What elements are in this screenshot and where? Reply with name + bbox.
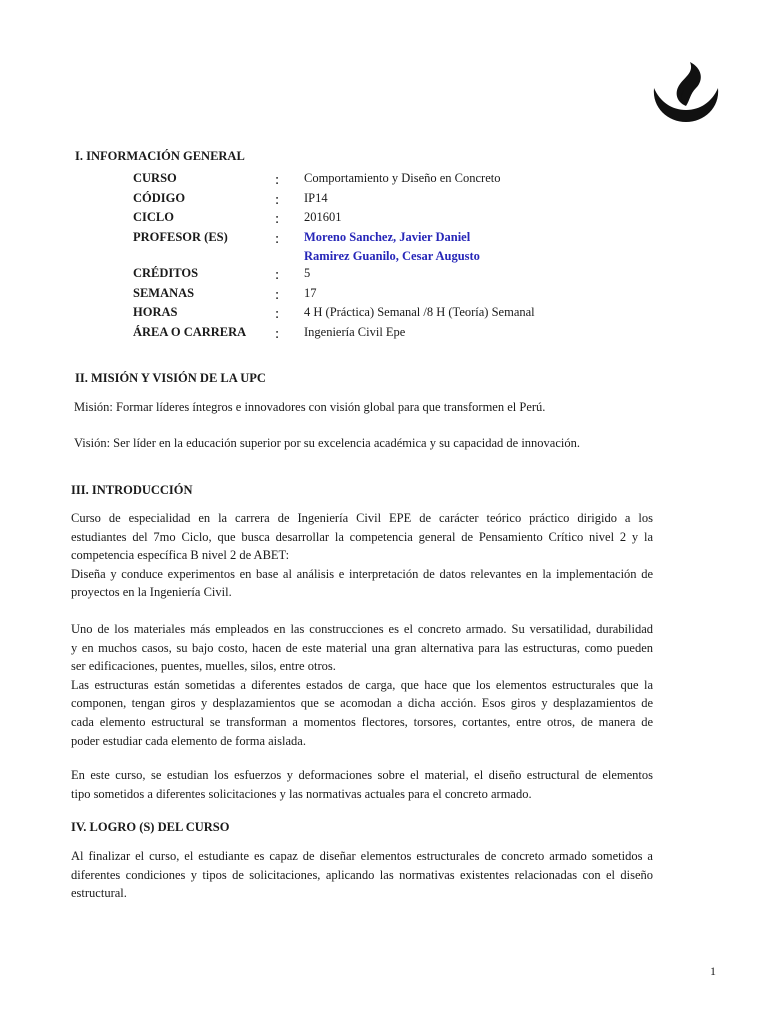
text-line: proyectos en la Ingeniería Civil.: [71, 585, 232, 600]
info-value-area: Ingeniería Civil Epe: [304, 325, 406, 339]
intro-paragraph-3: [71, 766, 653, 803]
info-label-profesor: PROFESOR (ES): [133, 230, 228, 244]
info-value-curso: Comportamiento y Diseño en Concreto: [304, 171, 501, 185]
text-line: poder estudiar cada elemento de forma aislada.: [71, 733, 306, 748]
text-line: estructural.: [71, 886, 127, 901]
text-line: estudiantes del 7mo Ciclo, que busca desarrollar la competencia general de Pensamiento Crítico nivel 2 y la: [71, 529, 653, 544]
page-number: 1: [710, 964, 716, 978]
section-goals-title: IV. LOGRO (S) DEL CURSO: [71, 820, 230, 834]
text-line: componen, tengan giros y desplazamientos que se acomodan a dicha acción. Esos giros y desplazamientos de: [71, 696, 653, 711]
text-line: Uno de los materiales más empleados en las construcciones es el concreto armado. Su versatilidad, durabilidad: [71, 622, 653, 636]
info-value-profesor-1: Moreno Sanchez, Javier Daniel: [304, 230, 471, 244]
info-label-semanas: SEMANAS: [133, 286, 195, 300]
text-line: competencia específica B nivel 2 de ABET:: [71, 548, 290, 563]
info-value-codigo: IP14: [304, 191, 328, 205]
section-mission-title: II. MISIÓN Y VISIÓN DE LA UPC: [75, 371, 266, 385]
info-label-ciclo: CICLO: [133, 210, 174, 224]
info-colon: :: [275, 267, 280, 283]
text-line: ser edificaciones, puentes, muelles, silos, entre otros.: [71, 659, 336, 674]
text-line: Al finalizar el curso, el estudiante es capaz de diseñar elementos estructurales de concreto armado sometidos a: [71, 849, 653, 863]
info-colon: :: [275, 192, 280, 208]
mission-text: Misión: Formar líderes íntegros e innovadores con visión global para que transformen el Perú.: [74, 400, 546, 414]
info-label-horas: HORAS: [133, 305, 178, 319]
text-line: Curso de especialidad en la carrera de Ingeniería Civil EPE de carácter teórico práctico dirigido a los: [71, 511, 653, 525]
goals-paragraph: [71, 847, 653, 903]
info-label-creditos: CRÉDITOS: [133, 266, 199, 280]
section-general-title: I. INFORMACIÓN GENERAL: [75, 149, 245, 163]
text-line: Diseña y conduce experimentos en base al análisis e interpretación de datos relevantes en la implementación de: [71, 566, 653, 581]
text-line: diferentes condiciones y tipos de solicitaciones, aplicando las normativas existentes relacionadas con el diseño: [71, 867, 653, 882]
info-colon: :: [275, 306, 280, 322]
vision-text: Visión: Ser líder en la educación superior por su excelencia académica y su capacidad de innovación.: [74, 436, 580, 450]
info-colon: :: [275, 287, 280, 303]
text-line: cada elemento estructural se transforman a momentos flectores, torsores, cortantes, entre otros, de manera de: [71, 714, 653, 729]
info-colon: :: [275, 326, 280, 342]
info-colon: :: [275, 231, 280, 247]
text-line: En este curso, se estudian los esfuerzos y deformaciones sobre el material, el diseño estructural de elementos: [71, 768, 653, 782]
text-line: Las estructuras están sometidas a diferentes estados de carga, que hace que los elementos estructurales que la: [71, 677, 653, 692]
info-value-horas: 4 H (Práctica) Semanal /8 H (Teoría) Semanal: [304, 305, 535, 319]
info-label-area: ÁREA O CARRERA: [133, 325, 247, 339]
info-value-ciclo: 201601: [304, 210, 342, 224]
info-label-curso: CURSO: [133, 171, 177, 185]
upc-logo-icon: [650, 58, 722, 124]
intro-paragraph-1: [71, 509, 653, 602]
text-line: tipo sometidos a diferentes solicitaciones y las normativas actuales para el concreto armado.: [71, 786, 532, 801]
section-intro-title: III. INTRODUCCIÓN: [71, 483, 193, 497]
info-value-semanas: 17: [304, 286, 317, 300]
info-value-creditos: 5: [304, 266, 311, 280]
info-value-profesor-2: Ramirez Guanilo, Cesar Augusto: [304, 249, 480, 263]
info-colon: :: [275, 172, 280, 188]
intro-paragraph-2: [71, 620, 653, 750]
info-colon: :: [275, 211, 280, 227]
text-line: y en muchos casos, su bajo costo, hacen de este material una gran alternativa para las estructuras, como pueden: [71, 640, 653, 655]
info-label-codigo: CÓDIGO: [133, 191, 186, 205]
